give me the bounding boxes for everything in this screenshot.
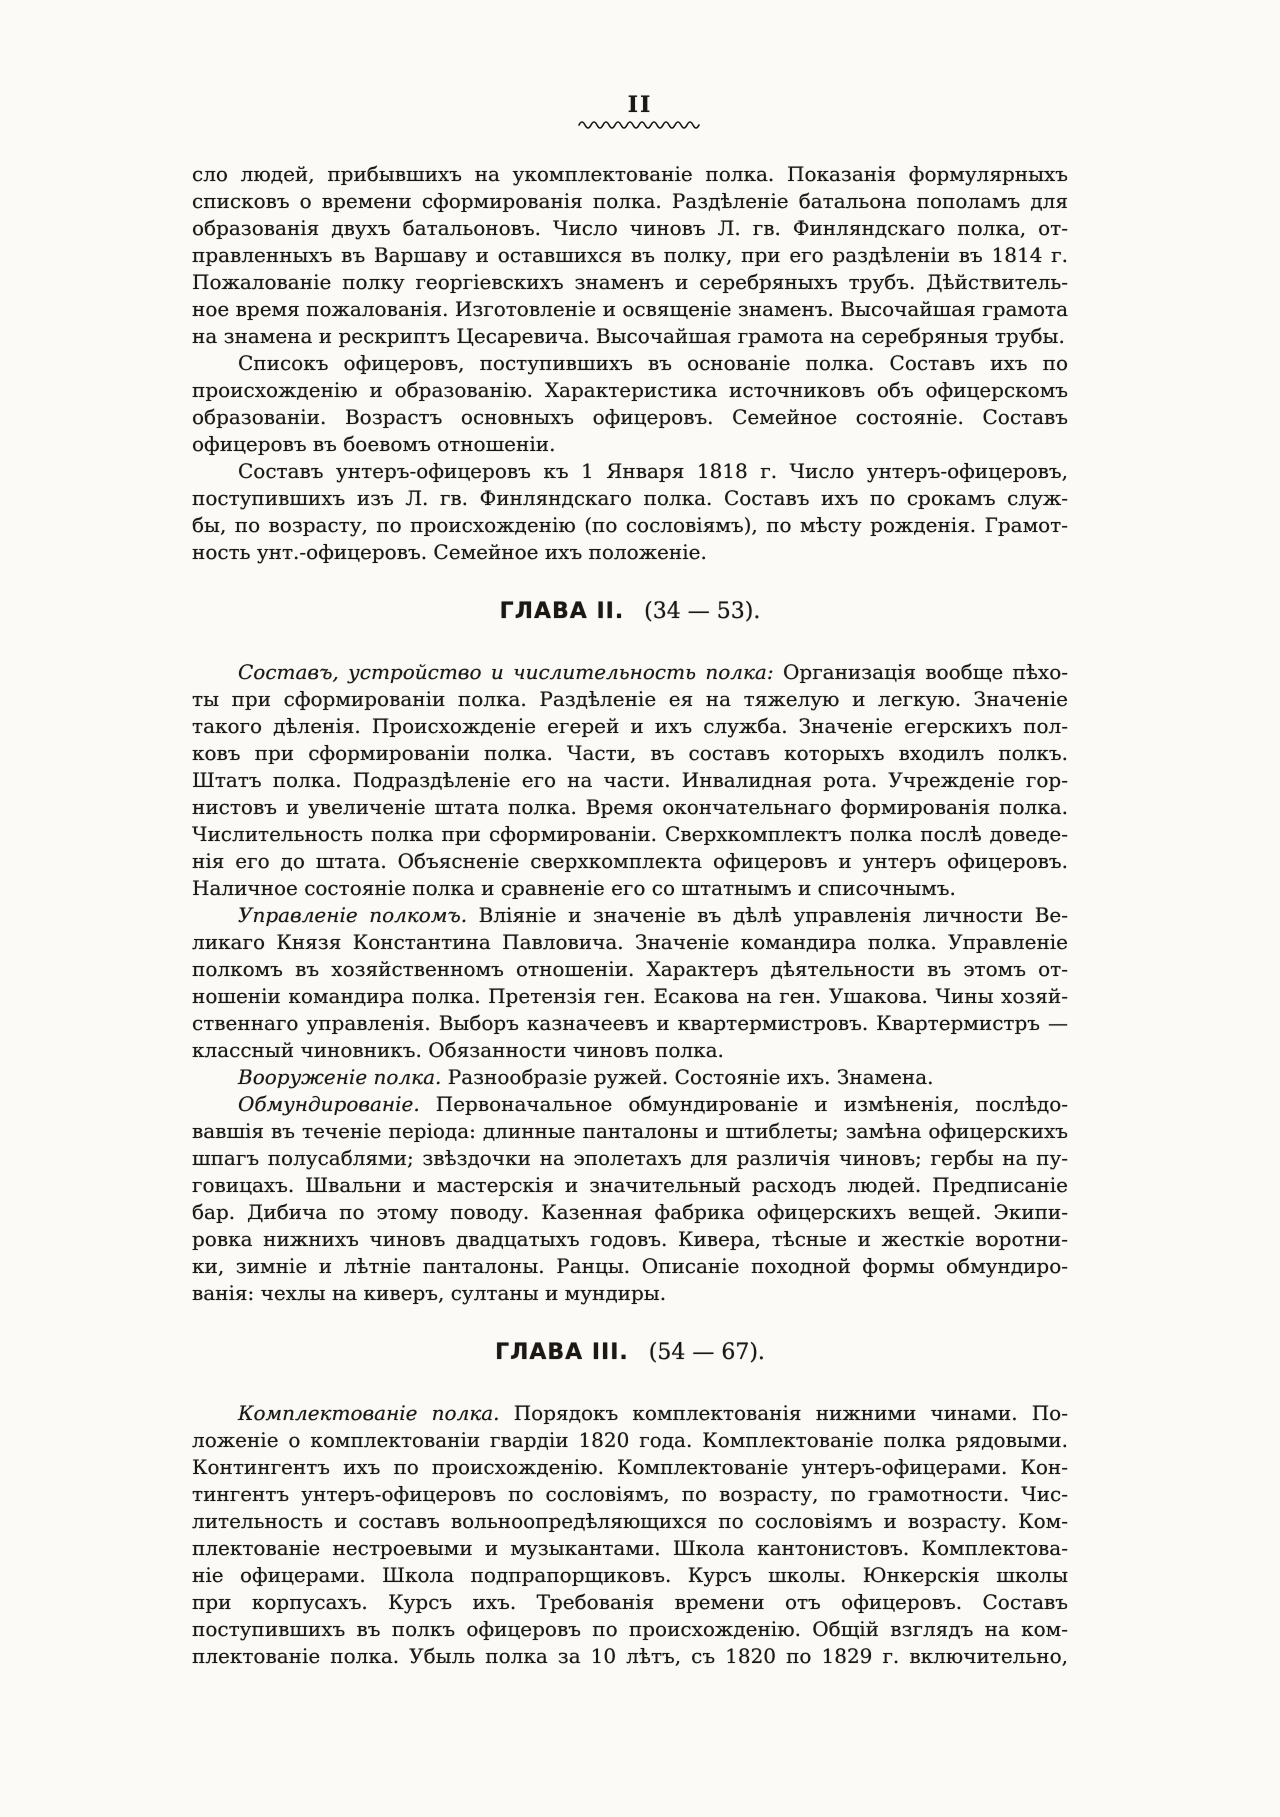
text-line: сло людей, прибывшихъ на укомплектованіе полка. Показанія формулярныхъ — [192, 162, 1068, 186]
chapter-title: ГЛАВА II. — [499, 599, 625, 624]
text-line: образованіи. Возрастъ основныхъ офицеровъ. Семейное состояніе. Составъ — [192, 405, 1068, 429]
text-line: образованія двухъ батальоновъ. Число чиновъ Л. гв. Финляндскаго полка, от- — [192, 216, 1068, 240]
chapter-title: ГЛАВА III. — [495, 1340, 629, 1365]
lead-italic: Обмундированіе. — [238, 1092, 420, 1116]
text-line: ковъ при сформированіи полка. Части, въ составъ которыхъ входилъ полкъ. — [192, 741, 1068, 765]
text-line: бар. Дибича по этому поводу. Казенная фабрика офицерскихъ вещей. Экипи- — [192, 1200, 1068, 1224]
paragraph — [192, 1064, 1068, 1091]
text-line: Управленіе полкомъ. Вліяніе и значеніе въ дѣлѣ управленія личности Ве- — [238, 903, 1068, 927]
paragraph — [192, 902, 1068, 1064]
text-line: поступившихъ въ полкъ офицеровъ по происхожденію. Общій взглядъ на ком- — [192, 1617, 1068, 1641]
paragraph — [192, 1091, 1068, 1307]
text-line: Штатъ полка. Подраздѣленіе его на части. Инвалидная рота. Учрежденіе гор- — [192, 768, 1068, 792]
text-line: ванія: чехлы на киверъ, султаны и мундиры. — [192, 1281, 667, 1305]
chapter-heading — [192, 1340, 1068, 1365]
paragraph — [192, 659, 1068, 902]
chapter-page-range: (34 — 53). — [644, 599, 761, 624]
text-line: Пожалованіе полку георгіевскихъ знаменъ и серебряныхъ трубъ. Дѣйствитель- — [192, 270, 1068, 294]
paragraph — [192, 1400, 1068, 1670]
text-line: на знамена и рескриптъ Цесаревича. Высочайшая грамота на серебряныя трубы. — [192, 324, 1065, 348]
text-line: Составъ, устройство и числительность полка: Организація вообще пѣхо- — [238, 660, 1068, 684]
text-line: бы, по возрасту, по происхожденію (по сословіямъ), по мѣсту рожденія. Грамот- — [192, 513, 1068, 537]
text-line: правленныхъ въ Варшаву и оставшихся въ полку, при его раздѣленіи въ 1814 г. — [192, 243, 1068, 267]
text-line: нистовъ и увеличеніе штата полка. Время окончательнаго формированія полка. — [192, 795, 1068, 819]
text-line: ное время пожалованія. Изготовленіе и освященіе знаменъ. Высочайшая грамота — [192, 297, 1068, 321]
text-line: Комплектованіе полка. Порядокъ комплектованія нижними чинами. По- — [238, 1401, 1068, 1425]
lead-italic: Вооруженіе полка. — [238, 1065, 442, 1089]
text-line: говицахъ. Швальни и мастерскія и значительный расходъ людей. Предписаніе — [192, 1173, 1068, 1197]
text-line: шпагъ полусаблями; звѣздочки на эполетахъ для различія чиновъ; гербы на пу- — [192, 1146, 1068, 1170]
paragraph — [192, 161, 1068, 350]
text-line: Числительность полка при сформированіи. Сверхкомплектъ полка послѣ доведе- — [192, 822, 1068, 846]
text-line: ровка нижнихъ чиновъ двадцатыхъ годовъ. Кивера, тѣсные и жесткіе воротни- — [192, 1227, 1068, 1251]
text-line: ственнаго управленія. Выборъ казначеевъ и квартермистровъ. Квартермистръ — — [192, 1011, 1068, 1035]
text-line: такого дѣленія. Происхожденіе егерей и ихъ служба. Значеніе егерскихъ пол- — [192, 714, 1068, 738]
text-line: ликаго Князя Константина Павловича. Значеніе командира полка. Управленіе — [192, 930, 1068, 954]
text-line: при корпусахъ. Курсъ ихъ. Требованія времени отъ офицеровъ. Составъ — [192, 1590, 1068, 1614]
text-line: Обмундированіе. Первоначальное обмундированіе и измѣненія, послѣдо- — [238, 1092, 1068, 1116]
text-line: плектованіе нестроевыми и музыкантами. Школа кантонистовъ. Комплектова- — [192, 1536, 1068, 1560]
text-line: списковъ о времени сформированія полка. Раздѣленіе батальона пополамъ для — [192, 189, 1068, 213]
text-line: вавшія въ теченіе періода: длинные панталоны и штиблеты; замѣна офицерскихъ — [192, 1119, 1068, 1143]
wave-divider-icon — [577, 118, 703, 130]
text-line: классный чиновникъ. Обязанности чиновъ полка. — [192, 1038, 724, 1062]
text-line: Контингентъ ихъ по происхожденію. Комплектованіе унтеръ-офицерами. Кон- — [192, 1455, 1068, 1479]
text-line: происхожденію и образованію. Характеристика источниковъ объ офицерскомъ — [192, 378, 1068, 402]
text-line: Составъ унтеръ-офицеровъ къ 1 Января 1818 г. Число унтеръ-офицеровъ, — [238, 459, 1068, 483]
text-line: полкомъ въ хозяйственномъ отношеніи. Характеръ дѣятельности въ этомъ от- — [192, 957, 1068, 981]
text-line: ложеніе о комплектованіи гвардіи 1820 года. Комплектованіе полка рядовыми. — [192, 1428, 1068, 1452]
text-line: нія его до штата. Объясненіе сверхкомплекта офицеровъ и унтеръ офицеровъ. — [192, 849, 1068, 873]
text-line: ки, зимніе и лѣтніе панталоны. Ранцы. Описаніе походной формы обмундиро- — [192, 1254, 1068, 1278]
text-line: Списокъ офицеровъ, поступившихъ въ основаніе полка. Составъ ихъ по — [238, 351, 1068, 375]
lead-italic: Комплектованіе полка. — [238, 1401, 500, 1425]
text-line: ношеніи командира полка. Претензія ген. Есакова на ген. Ушакова. Чины хозяй- — [192, 984, 1068, 1008]
text-line: плектованіе полка. Убыль полка за 10 лѣтъ, съ 1820 по 1829 г. включительно, — [192, 1644, 1068, 1668]
lead-italic: Управленіе полкомъ. — [238, 903, 468, 927]
text-line: ность унт.-офицеровъ. Семейное ихъ положеніе. — [192, 540, 707, 564]
text-line: Вооруженіе полка. Разнообразіе ружей. Состояніе ихъ. Знамена. — [238, 1065, 934, 1089]
table-of-contents-text — [192, 161, 1068, 1670]
text-line: тингентъ унтеръ-офицеровъ по сословіямъ, по возрасту, по грамотности. Чис- — [192, 1482, 1068, 1506]
text-line: ніе офицерами. Школа подпрапорщиковъ. Курсъ школы. Юнкерскія школы — [192, 1563, 1068, 1587]
text-line: ты при сформированіи полка. Раздѣленіе ея на тяжелую и легкую. Значеніе — [192, 687, 1068, 711]
page-header — [0, 0, 1280, 130]
lead-italic: Составъ, устройство и числительность полка: — [238, 660, 774, 684]
paragraph — [192, 350, 1068, 458]
paragraph — [192, 458, 1068, 566]
chapter-heading — [192, 599, 1068, 624]
text-line: Наличное состояніе полка и сравненіе его со штатнымъ и списочнымъ. — [192, 876, 956, 900]
page-number: II — [627, 92, 653, 118]
text-line: поступившихъ изъ Л. гв. Финляндскаго полка. Составъ ихъ по срокамъ служ- — [192, 486, 1068, 510]
chapter-page-range: (54 — 67). — [648, 1340, 765, 1365]
text-line: офицеровъ въ боевомъ отношеніи. — [192, 432, 556, 456]
text-line: лительность и составъ вольноопредѣляющихся по сословіямъ и возрасту. Ком- — [192, 1509, 1068, 1533]
